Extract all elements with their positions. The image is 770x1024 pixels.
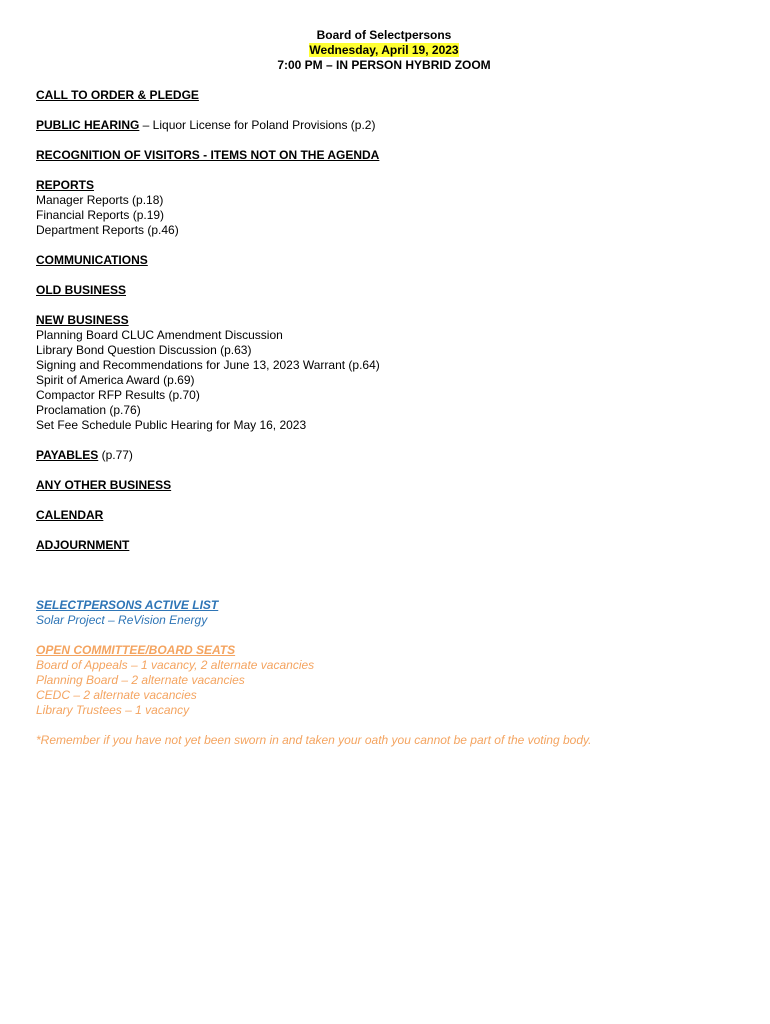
- new-business-title: NEW BUSINESS: [36, 313, 129, 327]
- board-title: Board of Selectpersons: [316, 28, 452, 42]
- public-hearing: [36, 118, 736, 133]
- public-hearing-text: – Liquor License for Poland Provisions (p.2): [139, 118, 376, 132]
- active-list-section: [36, 598, 736, 628]
- reports-title: REPORTS: [36, 178, 95, 192]
- list-item: Manager Reports (p.18): [36, 193, 164, 207]
- list-item: Library Trustees – 1 vacancy: [36, 703, 190, 717]
- calendar: CALENDAR: [36, 508, 104, 522]
- active-list-title: SELECTPERSONS ACTIVE LIST: [36, 598, 219, 612]
- meeting-date: [34, 43, 734, 58]
- list-item: Library Bond Question Discussion (p.63): [36, 343, 252, 357]
- list-item: Spirit of America Award (p.69): [36, 373, 195, 387]
- list-item: Planning Board – 2 alternate vacancies: [36, 673, 245, 687]
- call-to-order: CALL TO ORDER & PLEDGE: [36, 88, 199, 102]
- list-item: CEDC – 2 alternate vacancies: [36, 688, 197, 702]
- communications: COMMUNICATIONS: [36, 253, 148, 267]
- payables-text: (p.77): [98, 448, 133, 462]
- oath-reminder: *Remember if you have not yet been sworn in and taken your oath you cannot be part of the voting body.: [36, 733, 592, 747]
- open-seats-section: [36, 643, 736, 748]
- old-business: OLD BUSINESS: [36, 283, 127, 297]
- list-item: Compactor RFP Results (p.70): [36, 388, 200, 402]
- meeting-time: 7:00 PM – IN PERSON HYBRID ZOOM: [277, 58, 491, 72]
- adjournment: ADJOURNMENT: [36, 538, 130, 552]
- agenda-header: [34, 28, 734, 73]
- payables-title: PAYABLES: [36, 448, 99, 462]
- any-other-business: ANY OTHER BUSINESS: [36, 478, 172, 492]
- agenda-page: [36, 28, 736, 748]
- open-seats-title: OPEN COMMITTEE/BOARD SEATS: [36, 643, 236, 657]
- list-item: Solar Project – ReVision Energy: [36, 613, 208, 627]
- recognition-of-visitors: RECOGNITION OF VISITORS - ITEMS NOT ON THE AGENDA: [36, 148, 380, 162]
- list-item: Set Fee Schedule Public Hearing for May 16, 2023: [36, 418, 307, 432]
- list-item: Signing and Recommendations for June 13, 2023 Warrant (p.64): [36, 358, 380, 372]
- list-item: Planning Board CLUC Amendment Discussion: [36, 328, 283, 342]
- list-item: Financial Reports (p.19): [36, 208, 165, 222]
- list-item: Department Reports (p.46): [36, 223, 179, 237]
- list-item: Proclamation (p.76): [36, 403, 141, 417]
- list-item: Board of Appeals – 1 vacancy, 2 alternate vacancies: [36, 658, 315, 672]
- meeting-date-highlight: Wednesday, April 19, 2023: [309, 43, 459, 57]
- public-hearing-title: PUBLIC HEARING: [36, 118, 140, 132]
- payables: [36, 448, 736, 463]
